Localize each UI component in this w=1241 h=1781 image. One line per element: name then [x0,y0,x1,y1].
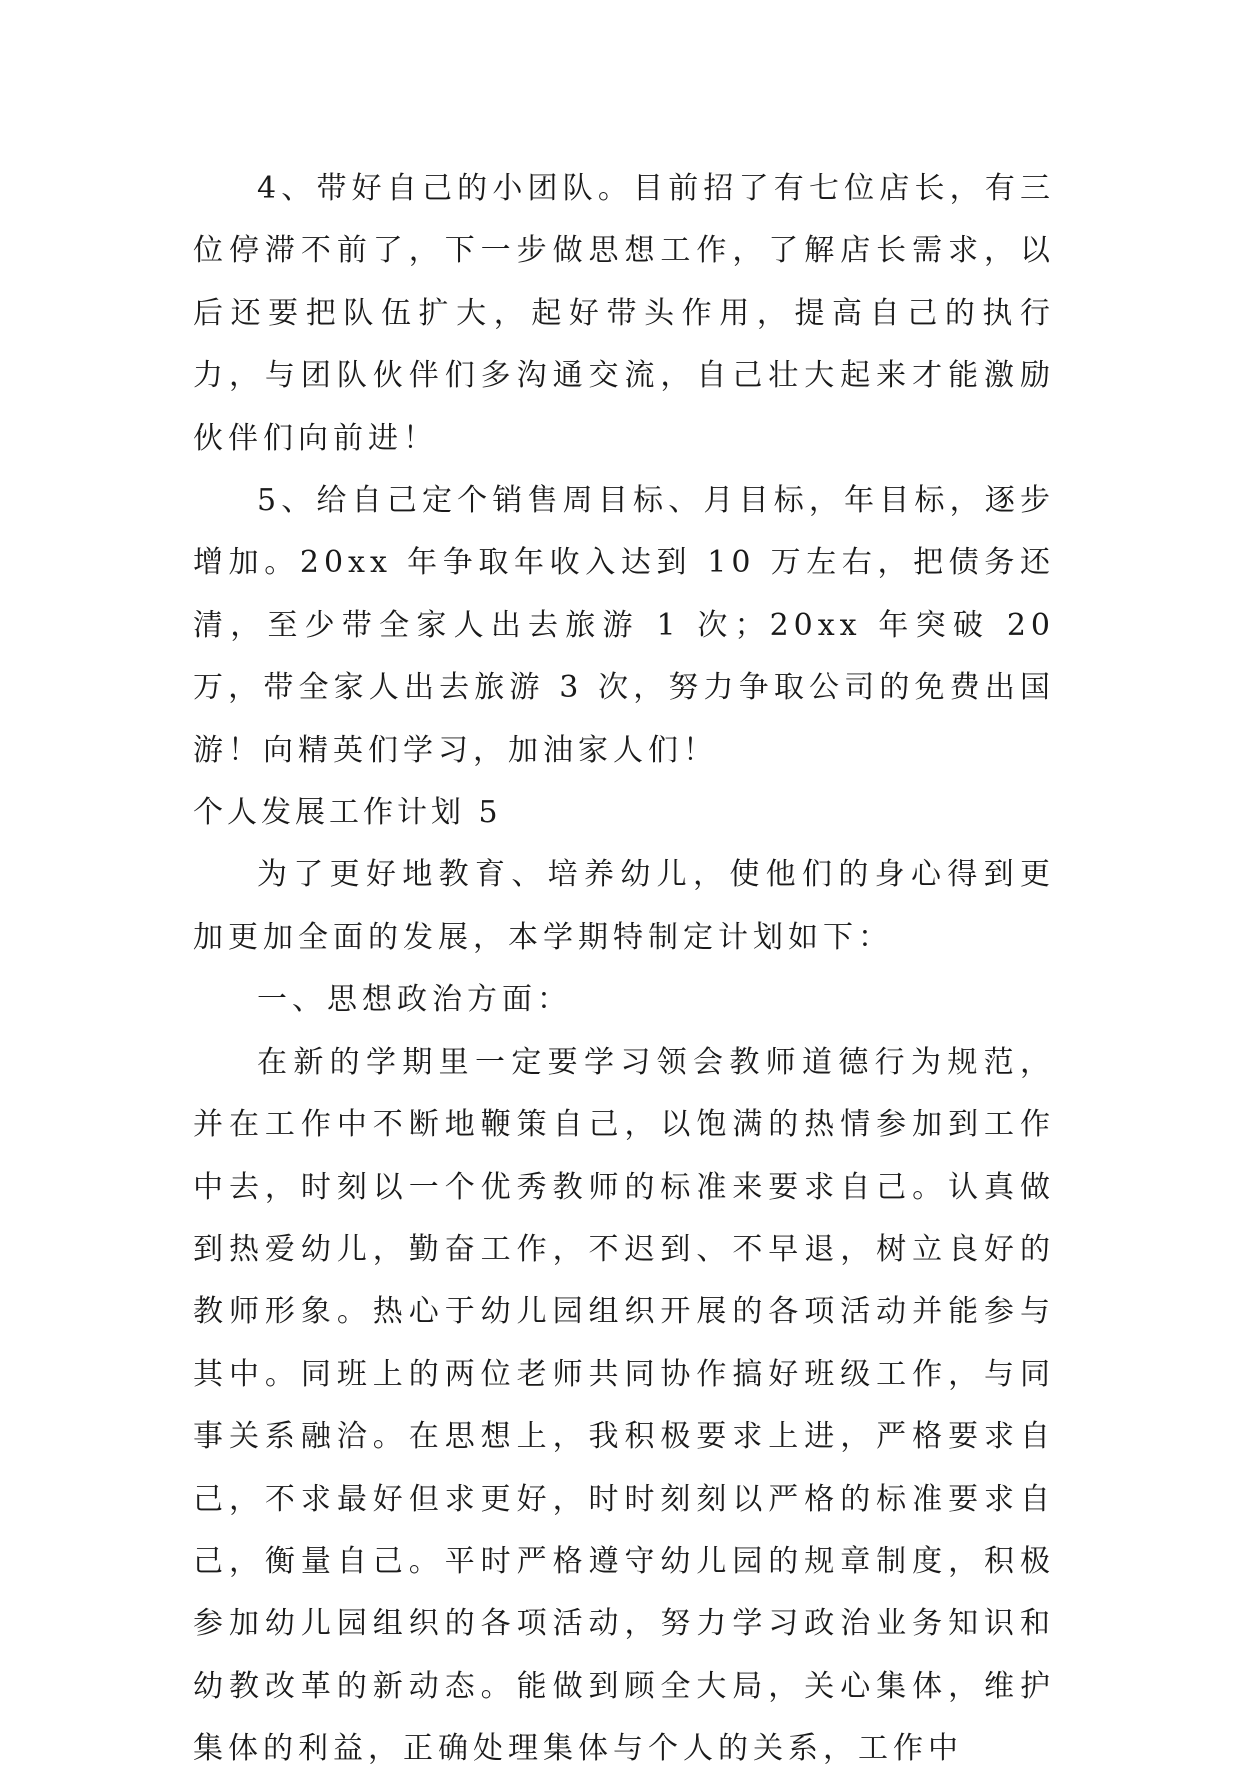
subheading-ideology: 一、思想政治方面： [257,982,572,1018]
paragraph-ideology: 在新的学期里一定要学习领会教师道德行为规范，并在工作中不断地鞭策自己，以饱满的热情参加到工作中去，时刻以一个优秀教师的标准来要求自己。认真做到热爱幼儿，勤奋工作，不迟到、不早退，树立良好的教师形象。热心于幼儿园组织开展的各项活动并能参与其中。同班上的两位老师共同协作搞好班级工作，与同事关系融洽。在思想上，我积极要求上进，严格要求自己，不求最好但求更好，时时刻刻以严格的标准要求自己，衡量自己。平时严格遵守幼儿园的规章制度，积极参加幼儿园组织的各项活动，努力学习政治业务知识和幼教改革的新动态。能做到顾全大局，关心集体，维护集体的利益，正确处理集体与个人的关系，工作中 [193,1044,1055,1767]
section-heading: 个人发展工作计划 5 [193,795,502,831]
paragraph-team: 4、带好自己的小团队。目前招了有七位店长，有三位停滞不前了，下一步做思想工作，了解店长需求，以后还要把队伍扩大，起好带头作用，提高自己的执行力，与团队伙伴们多沟通交流，自己壮大起来才能激励伙伴们向前进！ [193,171,1055,456]
document-body [193,158,1055,1781]
paragraph-intro: 为了更好地教育、培养幼儿，使他们的身心得到更加更加全面的发展，本学期特制定计划如下： [193,857,1055,955]
paragraph-sales-goals: 5、给自己定个销售周目标、月目标，年目标，逐步增加。20xx 年争取年收入达到 10 万左右，把债务还清，至少带全家人出去旅游 1 次；20xx 年突破 20 万，带全家人出去旅游 3 次，努力争取公司的免费出国游！向精英们学习，加油家人们！ [193,483,1055,768]
